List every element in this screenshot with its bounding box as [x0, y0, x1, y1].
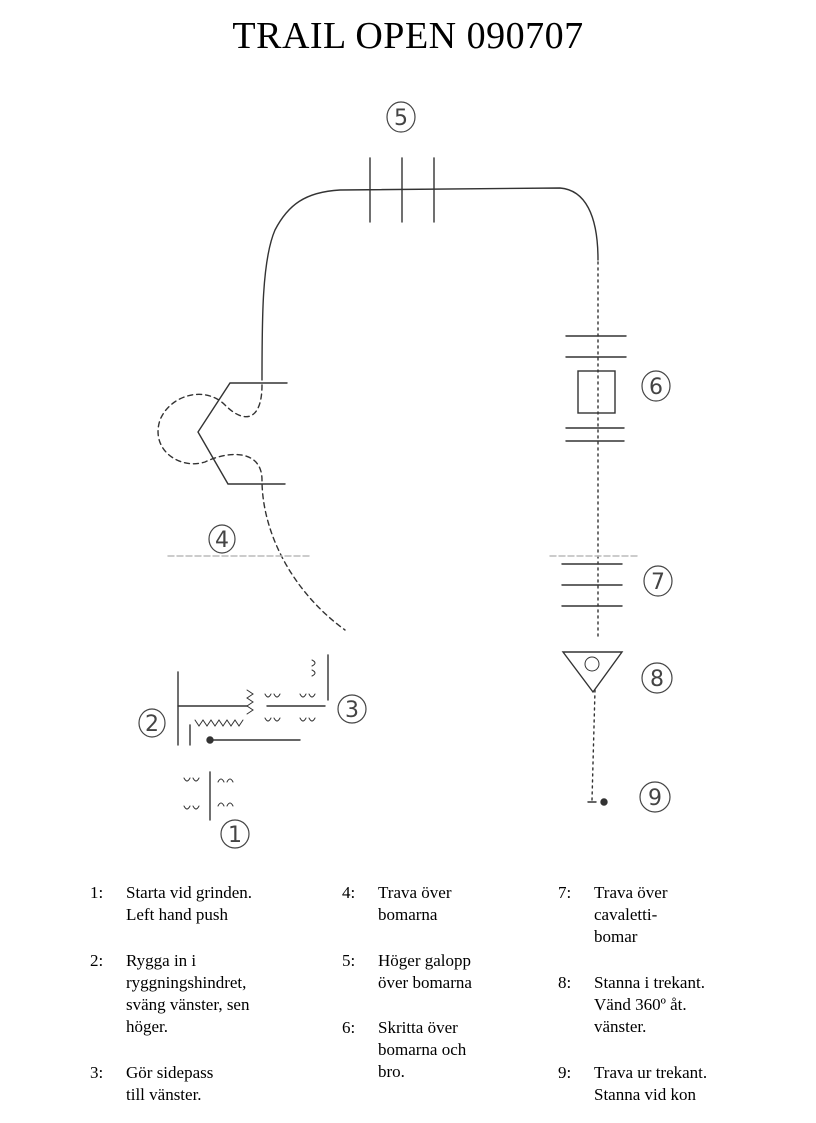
- obstacle-7-cavaletti: [562, 564, 622, 606]
- legend-line: Rygga in i: [126, 951, 197, 970]
- marker-circles: [139, 102, 672, 848]
- hoof-prints: [184, 660, 315, 809]
- obstacle-8-triangle: [563, 652, 622, 692]
- marker-3: 3: [345, 698, 359, 723]
- obstacle-2-backing: [178, 672, 300, 745]
- legend-number: 9:: [558, 1063, 572, 1082]
- legend-line: bomarna: [378, 905, 438, 924]
- legend-line: till vänster.: [126, 1085, 202, 1104]
- legend-number: 8:: [558, 973, 572, 992]
- legend-line: bomarna och: [378, 1040, 467, 1059]
- legend-line: Gör sidepass: [126, 1063, 214, 1082]
- obstacle-4-poles: [198, 383, 287, 484]
- legend-line: Stanna i trekant.: [594, 973, 705, 992]
- marker-5: 5: [394, 106, 408, 131]
- legend-number: 6:: [342, 1018, 356, 1037]
- legend-line: Trava över: [378, 883, 452, 902]
- legend-number: 5:: [342, 951, 356, 970]
- legend-line: sväng vänster, sen: [126, 995, 250, 1014]
- legend-line: bomar: [594, 927, 638, 946]
- obstacle-9-cone: [601, 799, 607, 805]
- marker-8: 8: [650, 667, 664, 692]
- legend-line: bro.: [378, 1062, 405, 1081]
- legend-number: 3:: [90, 1063, 104, 1082]
- obstacle-6-poles-and-bridge: [566, 336, 626, 441]
- marker-1: 1: [228, 823, 242, 848]
- marker-4: 4: [215, 528, 229, 553]
- legend-line: Stanna vid kon: [594, 1085, 696, 1104]
- legend-line: Vänd 360º åt.: [594, 995, 687, 1014]
- legend-line: ryggningshindret,: [126, 973, 247, 992]
- route-path-loop-4: [158, 385, 345, 630]
- legend-line: Skritta över: [378, 1018, 458, 1037]
- marker-6: 6: [649, 375, 663, 400]
- legend-line: Starta vid grinden.: [126, 883, 253, 902]
- marker-2: 2: [145, 712, 159, 737]
- legend-line: Trava över: [594, 883, 668, 902]
- legend-number: 4:: [342, 883, 356, 902]
- legend-line: Trava ur trekant.: [594, 1063, 708, 1082]
- marker-9: 9: [648, 786, 662, 811]
- legend-number: 2:: [90, 951, 104, 970]
- legend-number: 1:: [90, 883, 104, 902]
- page-title: TRAIL OPEN 090707: [232, 15, 584, 57]
- marker-7: 7: [651, 570, 665, 595]
- legend-line: Höger galopp: [378, 951, 472, 970]
- legend-line: cavaletti-: [594, 905, 658, 924]
- obstacle-3-sidepass: [267, 655, 328, 706]
- route-path-top: [262, 188, 598, 380]
- legend-line: höger.: [126, 1017, 169, 1036]
- legend-line: Left hand push: [126, 905, 228, 924]
- legend-line: över bomarna: [378, 973, 472, 992]
- route-path-right: [592, 262, 598, 800]
- legend-number: 7:: [558, 883, 572, 902]
- legend-line: vänster.: [594, 1017, 647, 1036]
